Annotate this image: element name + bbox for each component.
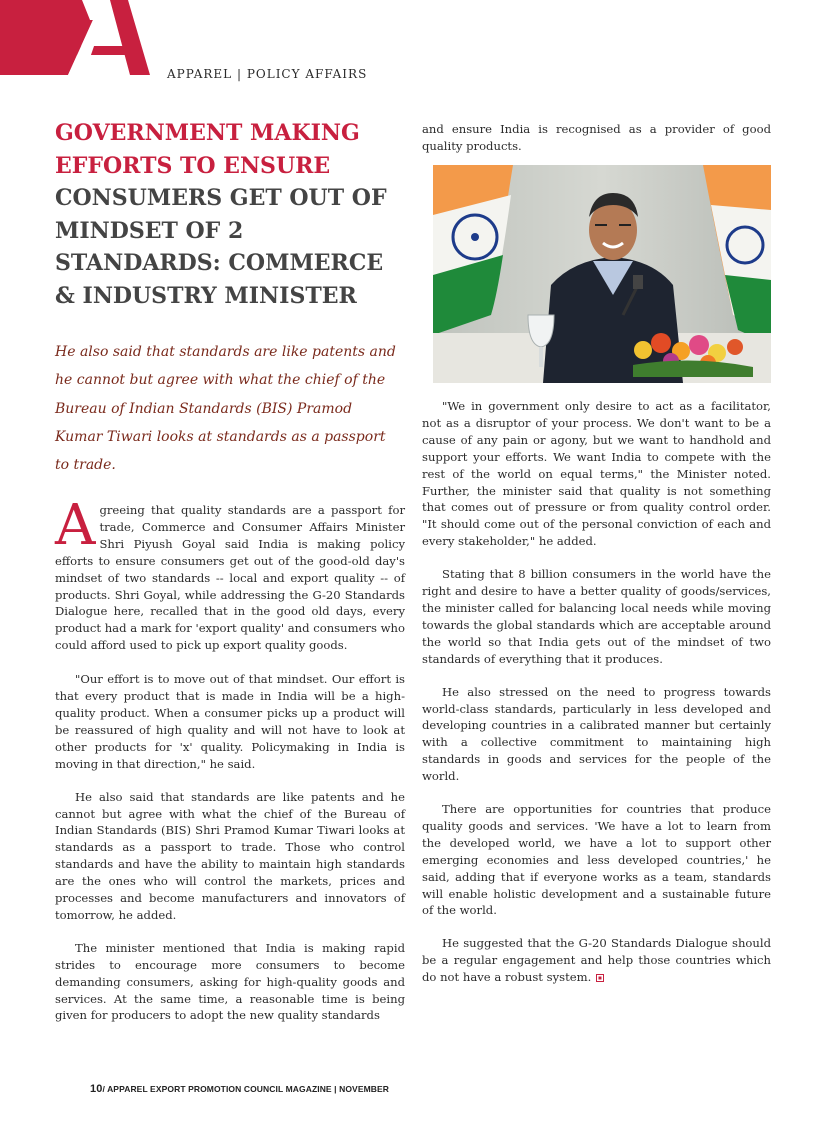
footer-separator: / bbox=[102, 1084, 105, 1094]
paragraph-4: The minister mentioned that India is making rapid strides to encourage more consumers to become demanding consumers, asking for high-quality goods and services. At the same time, a reasonable time is being given for producers to adopt the new quality standards bbox=[55, 940, 405, 1023]
headline-grey: CONSUMERS GET OUT OF MINDSET OF 2 STANDARDS: COMMERCE & INDUSTRY MINISTER bbox=[55, 185, 387, 309]
paragraph-5: "We in government only desire to act as a facilitator, not as a disruptor of your process. We don't want to be a cause of any pain or agony, but we want to handhold and support your efforts. We want India to compete with the rest of the world on equal terms," the Minister noted. Further, the minister said that quality is not something that comes out of pressure or from quality control order. "It should come out of the personal conviction of each and every stakeholder," he added. bbox=[422, 399, 771, 549]
article-column-right-top bbox=[422, 121, 771, 155]
paragraph-7: He also stressed on the need to progress towards world-class standards, particularly in less developed and developing countries in a calibrated manner but certainly with a collective commitment to maintaining high standards in goods and services for the people of the world. bbox=[422, 684, 771, 784]
paragraph-8: There are opportunities for countries that produce quality goods and services. 'We have a lot to learn from the developed world, we have a lot to support other emerging economies and less developed countries,' he said, adding that if everyone works as a team, standards will enable holistic development and a sustainable future of the world. bbox=[422, 802, 771, 918]
article-column-left bbox=[55, 493, 405, 1040]
page-footer bbox=[90, 1083, 389, 1095]
page-number: 10 bbox=[90, 1083, 103, 1095]
end-mark-icon bbox=[596, 974, 604, 982]
paragraph-9: He suggested that the G-20 Standards Dialogue should be a regular engagement and help those countries which do not have a robust system. bbox=[422, 936, 771, 985]
pull-quote: He also said that standards are like patents and he cannot but agree with what the chief of the Bureau of Indian Standards (BIS) Pramod Kumar Tiwari looks at standards as a passport to trade. bbox=[55, 344, 396, 474]
paragraph-1: Agreeing that quality standards are a passport for trade, Commerce and Consumer Affairs Minister Shri Piyush Goyal said India is making policy efforts to ensure consumers get out of the good-old day's mindset of two standards -- local and export quality -- of products. Shri Goyal, while addressing the G-20 Standards Dialogue here, recalled that in the good old days, every product had a mark for 'export quality' and consumers who could afford used to pick up export quality goods. bbox=[55, 493, 405, 653]
paragraph-2: "Our effort is to move out of that mindset. Our effort is that every product that is made in India will be a high-quality product. When a consumer picks up a product will be reassured of high quality and will not have to look at other products for 'x' quality. Policymaking in India is moving in that direction," he said. bbox=[55, 672, 405, 771]
photo-minister bbox=[433, 165, 771, 383]
drop-cap: A bbox=[55, 493, 96, 558]
paragraph-3: He also said that standards are like patents and he cannot but agree with what the chief of the Bureau of Indian Standards (BIS) Shri Pramod Kumar Tiwari looks at standards as a passport to trade. Those who control standards and have the ability to maintain high standards are the ones who will control the markets, prices and processes and become manufacturers and innovators of tomorrow, he added. bbox=[55, 789, 405, 922]
paragraph-6: Stating that 8 billion consumers in the world have the right and desire to have a better quality of goods/services, the minister called for balancing local needs while moving towards the global standards which are acceptable around the world so that India gets out of the mindset of two standards of everything that it produces. bbox=[422, 567, 771, 666]
footer-text: APPAREL EXPORT PROMOTION COUNCIL MAGAZINE | NOVEMBER bbox=[107, 1084, 390, 1094]
headline-red: GOVERNMENT MAKING EFFORTS TO ENSURE bbox=[55, 120, 360, 179]
section-label: APPAREL | POLICY AFFAIRS bbox=[167, 67, 368, 81]
magazine-logo bbox=[0, 0, 150, 75]
paragraph-4-continued: and ensure India is recognised as a provider of good quality products. bbox=[422, 122, 771, 153]
article-headline bbox=[55, 117, 400, 312]
article-column-right bbox=[422, 398, 771, 1002]
